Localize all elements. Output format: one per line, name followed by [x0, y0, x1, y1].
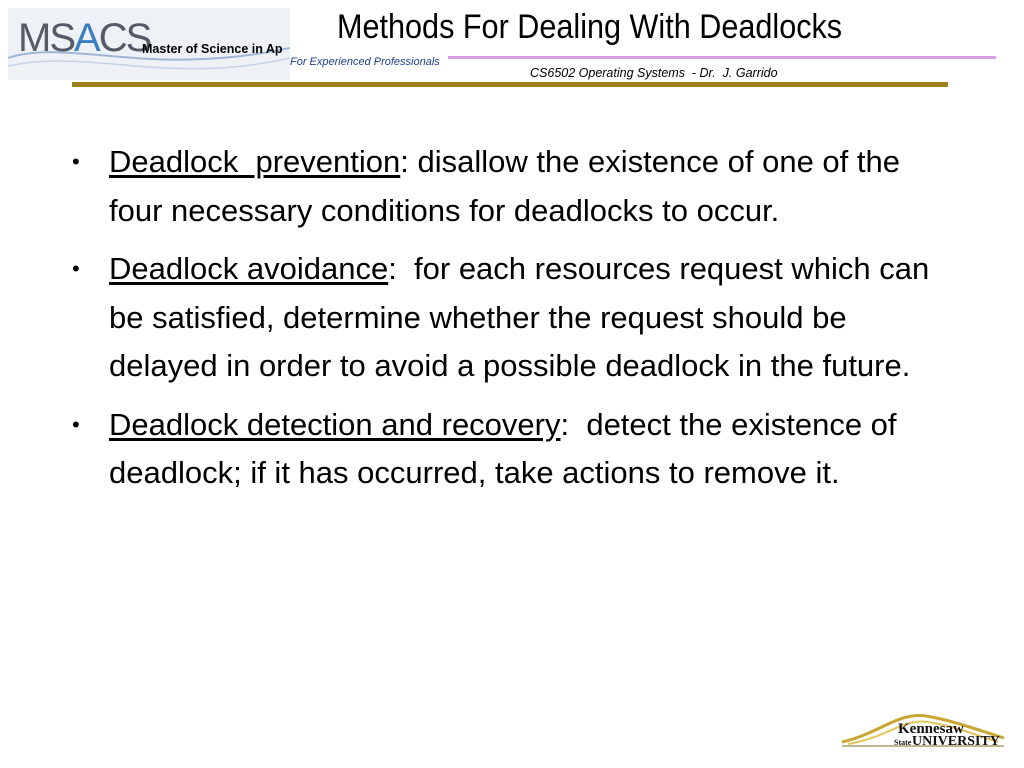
ksu-name: Kennesaw — [898, 721, 964, 737]
logo-tagline: Master of Science in Ap — [142, 42, 283, 56]
bullet-text: : for each resources request which can be satisfied, determine whether the request should be delayed in order to avoid a possible deadlock in the future. — [109, 251, 938, 383]
bullet-term: Deadlock prevention — [109, 144, 401, 179]
title-underline — [448, 56, 996, 59]
bullet-marker: • — [72, 149, 80, 174]
course-line: CS6502 Operating Systems - Dr. J. Garrido — [530, 66, 778, 80]
bullet-list — [72, 138, 938, 508]
bullet-text: : disallow the existence of one of the four necessary conditions for deadlocks to occur. — [109, 144, 909, 228]
ksu-state: State — [894, 738, 912, 747]
logo-wordmark: MSACS — [18, 16, 151, 60]
bullet-text: : detect the existence of deadlock; if it has occurred, take actions to remove it. — [109, 406, 906, 490]
bullet-item — [72, 138, 932, 235]
bullet-marker: • — [72, 256, 80, 281]
bullet-item — [72, 401, 932, 498]
bullet-term: Deadlock detection and recovery — [109, 406, 561, 442]
ksu-university: UNIVERSITY — [912, 734, 1000, 749]
bullet-term: Deadlock avoidance — [109, 251, 389, 286]
logo-subtitle: For Experienced Professionals — [290, 56, 440, 68]
slide-title: Methods For Dealing With Deadlocks — [337, 8, 843, 46]
msacs-logo — [8, 8, 290, 80]
bullet-marker: • — [72, 411, 80, 437]
header-divider — [72, 82, 948, 87]
bullet-item — [72, 245, 938, 391]
ksu-logo — [838, 708, 1008, 754]
